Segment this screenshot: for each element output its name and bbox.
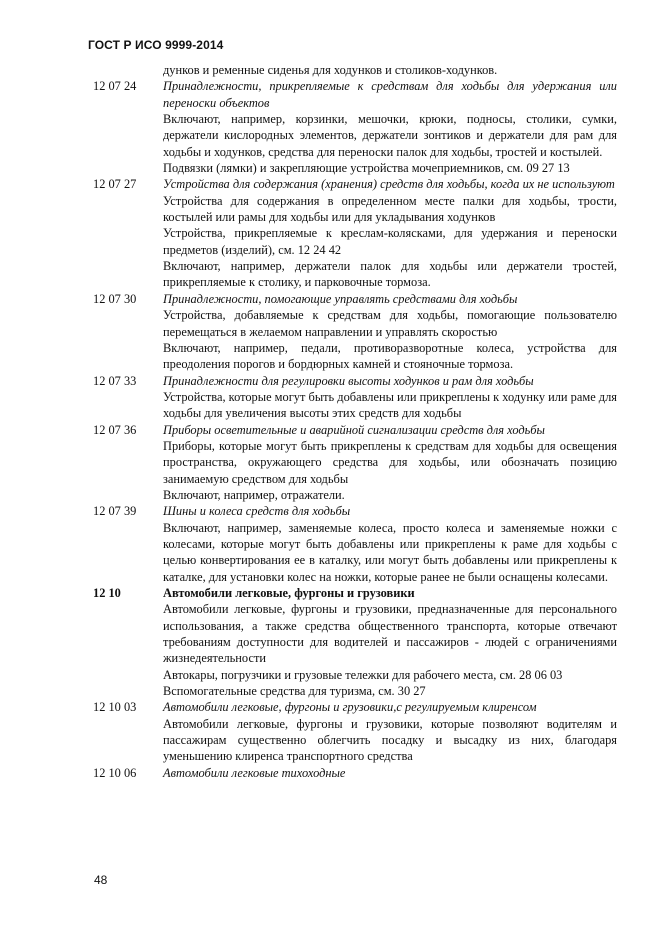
- continuation-text: дунков и ременные сиденья для ходунков и столиков-ходунков.: [163, 63, 498, 77]
- classification-paragraph: Включают, например, держатели палок для ходьбы или держатели тростей, прикрепляемые к столику, и парковочные тормоза.: [163, 259, 617, 290]
- classification-title: Принадлежности, прикрепляемые к средствам для ходьбы для удержания или переноски объектов: [163, 79, 617, 110]
- classification-title: Автомобили легковые, фургоны и грузовики,с регулируемым клиренсом: [163, 700, 537, 715]
- page-number: 48: [94, 873, 108, 887]
- classification-title: Принадлежности для регулировки высоты ходунков и рам для ходьбы: [163, 373, 534, 388]
- classification-title: Приборы осветительные и аварийной сигнализации средств для ходьбы: [163, 422, 545, 437]
- classification-entry: [93, 765, 617, 781]
- classification-entry: [93, 503, 617, 585]
- classification-paragraph: Включают, например, корзинки, мешочки, крюки, подносы, столики, сумки, держатели кислородных элементов, держатели зонтиков и держатели для рам для ходьбы и ходунков, средства для переноски палок для ходьбы, тростей и костылей.: [163, 112, 617, 159]
- classification-entry: [93, 176, 617, 290]
- classification-code: 12 07 24: [93, 79, 137, 94]
- classification-code: 12 10 03: [93, 700, 137, 715]
- classification-paragraph: Автокары, погрузчики и грузовые тележки для рабочего места, см. 28 06 03: [163, 667, 563, 682]
- classification-code: 12 10 06: [93, 765, 137, 780]
- continuation-row: [93, 62, 617, 78]
- classification-code: 12 07 36: [93, 422, 137, 437]
- document-header: ГОСТ Р ИСО 9999-2014: [88, 38, 224, 52]
- classification-title: Принадлежности, помогающие управлять средствами для ходьбы: [163, 291, 518, 306]
- classification-entry: [93, 373, 617, 422]
- classification-entry: [93, 699, 617, 764]
- classification-paragraph: Приборы, которые могут быть прикреплены к средствам для ходьбы для освещения пространства, окружающего средства для ходьбы, или обозначать позицию занимаемую средством для ходьбы: [163, 438, 617, 486]
- classification-entry: [93, 291, 617, 373]
- classification-code: 12 07 27: [93, 177, 137, 192]
- classification-paragraph: Подвязки (лямки) и закрепляющие устройства мочеприемников, см. 09 27 13: [163, 161, 570, 176]
- classification-title: Автомобили легковые тихоходные: [163, 765, 346, 780]
- classification-title: Шины и колеса средств для ходьбы: [163, 504, 351, 519]
- classification-paragraph: Включают, например, педали, противоразворотные колеса, устройства для преодоления порогов и бордюрных камней и стояночные тормоза.: [163, 340, 617, 372]
- classification-paragraph: Автомобили легковые, фургоны и грузовики, предназначенные для персонального использования, а также средства общественного транспорта, которые отвечают требованиям доступности для водителей и пассажиров - людей с ограничениями жизнедеятельности: [163, 602, 617, 666]
- classification-title: Автомобили легковые, фургоны и грузовики: [163, 586, 415, 600]
- classification-paragraph: Устройства, которые могут быть добавлены или прикреплены к ходунку или раме для ходьбы для увеличения высоты этих средств для ходьбы: [163, 389, 617, 421]
- classification-title: Устройства для содержания (хранения) средств для ходьбы, когда их не используют: [163, 177, 615, 192]
- classification-entry: [93, 78, 617, 176]
- classification-paragraph: Устройства, добавляемые к средствам для ходьбы, помогающие пользователю перемещаться в желаемом направлении и управлять скоростью: [163, 308, 617, 339]
- classification-paragraph: Устройства, прикрепляемые к креслам-колясками, для удержания и переноски предметов (изделий), см. 12 24 42: [163, 226, 617, 257]
- classification-code: 12 07 33: [93, 373, 137, 388]
- classification-code: 12 07 30: [93, 291, 137, 306]
- classification-paragraph: Включают, например, заменяемые колеса, просто колеса и заменяемые ножки с колесами, которые могут быть добавлены или прикреплены к раме для ходьбы с целью конвертирования ее в каталку, или могут быть добавлены или прикреплены к каталке, для установки колес на ножки, которые ранее не были оснащены колесами.: [163, 520, 617, 584]
- classification-paragraph: Вспомогательные средства для туризма, см. 30 27: [163, 684, 426, 699]
- classification-paragraph: Автомобили легковые, фургоны и грузовики, которые позволяют водителям и пассажирам существенно облегчить посадку и высадку из них, благодаря уменьшению клиренса транспортного средства: [163, 716, 617, 764]
- document-body: [93, 62, 617, 781]
- classification-entry: [93, 585, 617, 699]
- classification-paragraph: Включают, например, отражатели.: [163, 487, 345, 502]
- classification-paragraph: Устройства для содержания в определенном месте палки для ходьбы, трости, костылей или рамы для ходьбы или для укладывания ходунков: [163, 193, 617, 225]
- classification-code: 12 10: [93, 586, 121, 600]
- classification-code: 12 07 39: [93, 504, 137, 519]
- classification-entry: [93, 422, 617, 504]
